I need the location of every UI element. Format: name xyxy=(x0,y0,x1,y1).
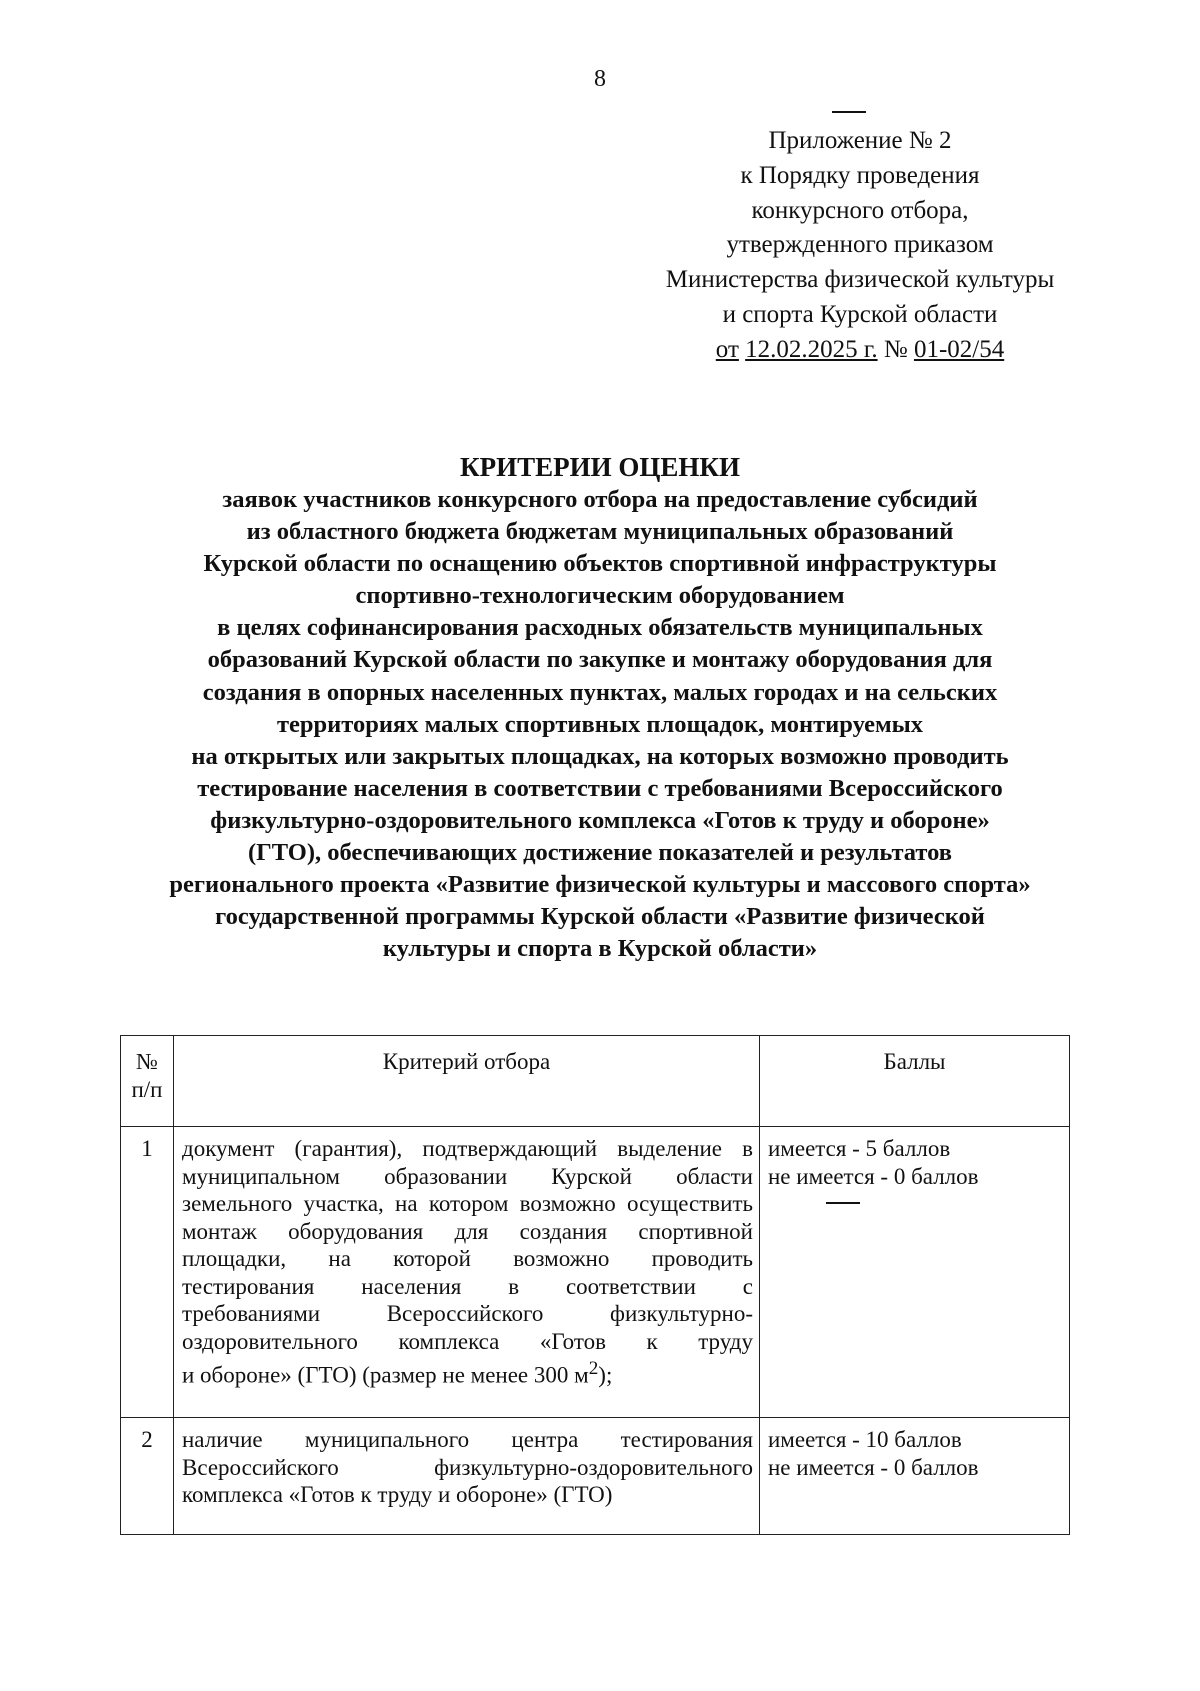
subtitle-line: образований Курской области по закупке и монтажу оборудования для xyxy=(207,646,993,674)
score-line: не имеется - 0 баллов xyxy=(768,1163,979,1189)
annex-line: Приложение № 2 xyxy=(768,127,952,154)
subtitle-line: в целях софинансирования расходных обязательств муниципальных xyxy=(217,614,983,642)
annex-line: Министерства физической культуры xyxy=(665,266,1055,294)
row-number: 1 xyxy=(121,1127,174,1418)
score-line: не имеется - 0 баллов xyxy=(768,1454,979,1480)
row-score xyxy=(760,1418,1070,1535)
header-number xyxy=(121,1036,174,1127)
annex-line: к Порядку проведения xyxy=(740,161,980,189)
subtitle-line: культуры и спорта в Курской области» xyxy=(382,935,818,963)
subtitle-line: тестирование населения в соответствии с требованиями Всероссийского xyxy=(197,774,1003,802)
subtitle-line: регионального проекта «Развитие физической культуры и массового спорта» xyxy=(169,871,1031,899)
criterion-line: муниципальном образовании Курской области xyxy=(182,1163,753,1189)
subtitle-line: государственной программы Курской области «Развитие физической xyxy=(215,903,985,931)
criterion-line: тестирования населения в соответствии с xyxy=(182,1273,753,1299)
criteria-table xyxy=(120,1035,1070,1535)
page-number: 8 xyxy=(594,66,606,92)
criterion-line: площадки, на которой возможно проводить xyxy=(182,1246,753,1271)
row-criterion xyxy=(174,1418,760,1535)
criterion-line: требованиями Всероссийского физкультурно- xyxy=(182,1301,753,1326)
top-dash-mark xyxy=(832,111,866,113)
header-criterion: Критерий отбора xyxy=(174,1036,760,1127)
header-score: Баллы xyxy=(760,1036,1070,1127)
criterion-text-end: ); xyxy=(598,1362,613,1388)
criterion-line: оздоровительного комплекса «Готов к труду xyxy=(182,1328,753,1354)
order-number-sign: № xyxy=(883,335,908,363)
subtitle-line: на открытых или закрытых площадках, на которых возможно проводить xyxy=(191,742,1009,770)
subtitle-line: из областного бюджета бюджетам муниципальных образований xyxy=(246,518,954,546)
document-subtitle xyxy=(100,484,1100,965)
document-title: КРИТЕРИИ ОЦЕНКИ xyxy=(460,452,740,482)
order-reference xyxy=(640,333,1080,368)
row-score xyxy=(760,1127,1070,1418)
table-header-row xyxy=(121,1036,1070,1127)
annex-block xyxy=(640,124,1080,368)
score-line: имеется - 10 баллов xyxy=(768,1427,962,1452)
subtitle-line: (ГТО), обеспечивающих достижение показателей и результатов xyxy=(248,839,952,867)
score-line: имеется - 5 баллов xyxy=(768,1136,951,1161)
order-number: 01-02/54 xyxy=(913,335,1005,363)
criterion-line: комплекса «Готов к труду и обороне» (ГТО) xyxy=(182,1482,613,1507)
annex-line: конкурсного отбора, xyxy=(751,196,969,224)
criterion-line: документ (гарантия), подтверждающий выделение в xyxy=(182,1136,753,1161)
header-number-abbr: п/п xyxy=(131,1077,163,1102)
area-superscript: 2 xyxy=(588,1358,599,1379)
subtitle-line: территориях малых спортивных площадок, монтируемых xyxy=(276,710,924,738)
subtitle-line: физкультурно-оздоровительного комплекса «Готов к труду и обороне» xyxy=(210,806,990,834)
criterion-line xyxy=(182,1355,753,1389)
criterion-text: и обороне» (ГТО) (размер не менее 300 м xyxy=(182,1362,589,1388)
criterion-line: монтаж оборудования для создания спортивной xyxy=(182,1218,753,1244)
criterion-line: наличие муниципального центра тестирования xyxy=(182,1427,753,1452)
table-row xyxy=(121,1418,1070,1535)
annex-line: утвержденного приказом xyxy=(726,231,994,259)
annex-line: и спорта Курской области xyxy=(722,300,998,328)
row-number: 2 xyxy=(121,1418,174,1535)
criterion-line: Всероссийского физкультурно-оздоровительного xyxy=(182,1454,753,1480)
subtitle-line: создания в опорных населенных пунктах, малых городах и на сельских xyxy=(202,678,998,706)
subtitle-line: Курской области по оснащению объектов спортивной инфраструктуры xyxy=(203,550,997,578)
table-row xyxy=(121,1127,1070,1418)
order-date: 12.02.2025 г. xyxy=(745,335,878,363)
header-number-sign: № xyxy=(136,1049,158,1074)
score-dash-mark xyxy=(826,1202,860,1204)
criterion-line: земельного участка, на котором возможно осуществить xyxy=(182,1191,753,1216)
order-prefix: от xyxy=(715,335,739,363)
subtitle-line: спортивно-технологическим оборудованием xyxy=(355,582,845,610)
row-criterion xyxy=(174,1127,760,1418)
subtitle-line: заявок участников конкурсного отбора на предоставление субсидий xyxy=(222,486,978,513)
document-title-block xyxy=(100,450,1100,965)
